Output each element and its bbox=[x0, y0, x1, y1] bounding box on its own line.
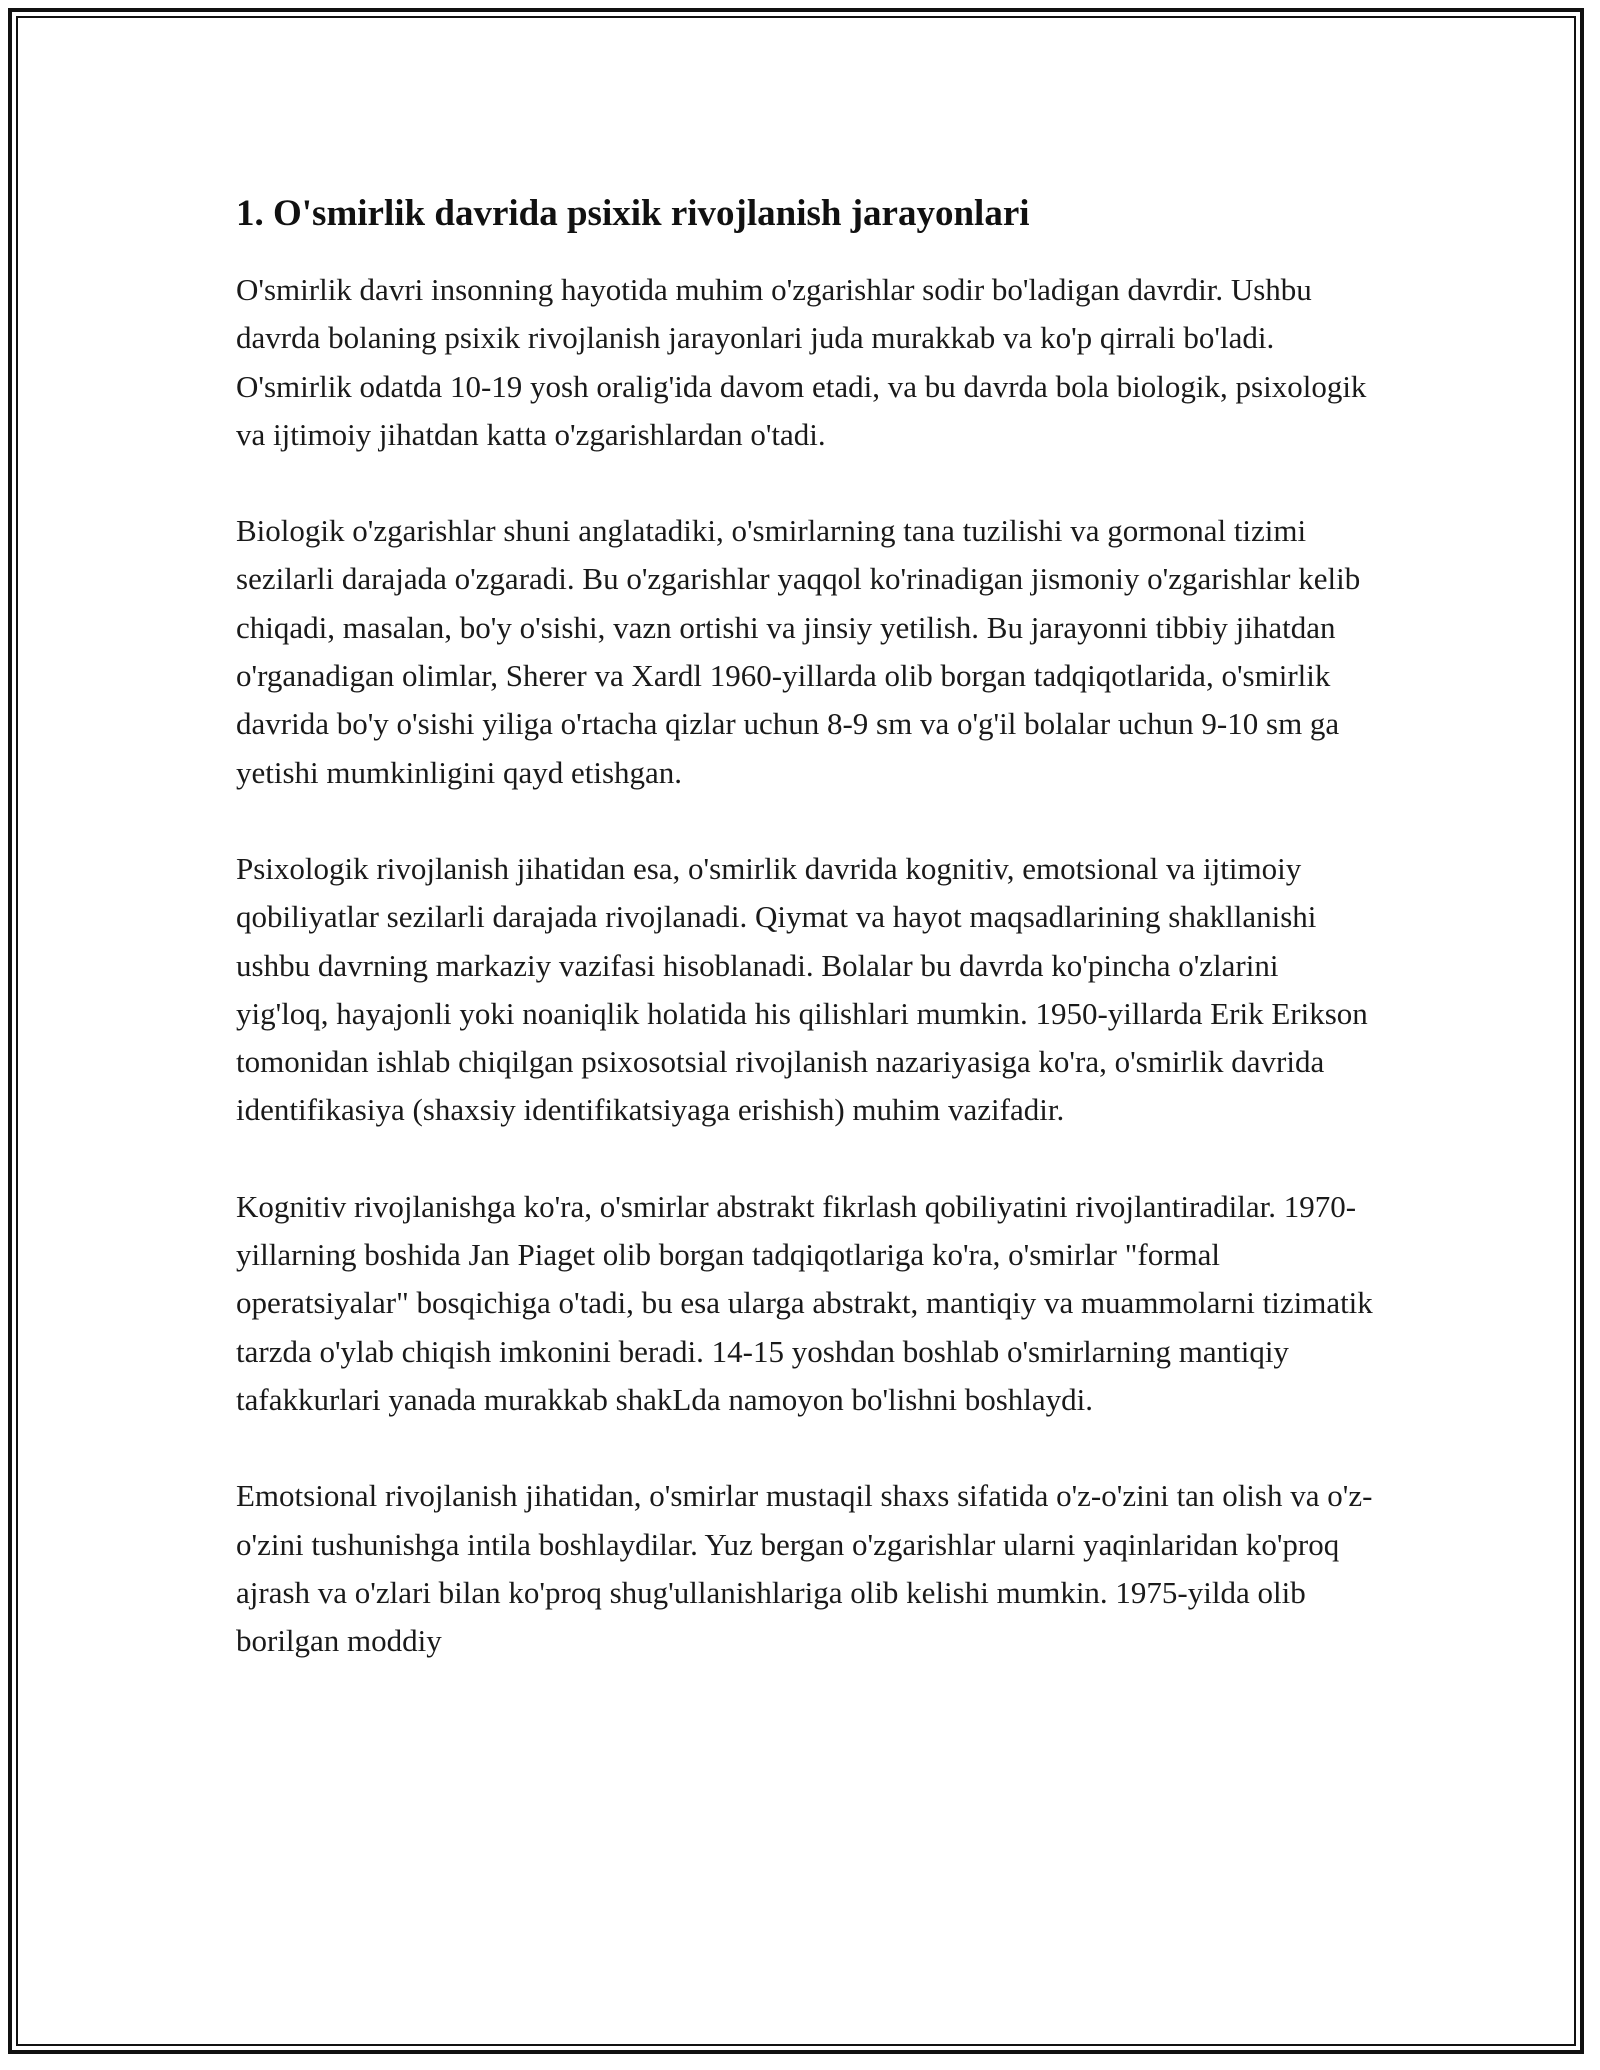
paragraph-intro: O'smirlik davri insonning hayotida muhim o'zgarishlar sodir bo'ladigan davrdir. Ushbu davrda bolaning psixik rivojlanish jarayonlari juda murakkab va ko'p qirrali bo'ladi. O'smirlik odatda 10-19 yosh oralig'ida davom etadi, va bu davrda bola biologik, psixologik va ijtimoiy jihatdan katta o'zgarishlardan o'tadi. bbox=[236, 272, 1367, 452]
paragraph-biological: Biologik o'zgarishlar shuni anglatadiki, o'smirlarning tana tuzilishi va gormonal tizimi sezilarli darajada o'zgaradi. Bu o'zgarishlar yaqqol ko'rinadigan jismoniy o'zgarishlar kelib chiqadi, masalan, bo'y o'sishi, vazn ortishi va jinsiy yetilish. Bu jarayonni tibbiy jihatdan o'rganadigan olimlar, Sherer va Xardl 1960-yillarda olib borgan tadqiqotlarida, o'smirlik davrida bo'y o'sishi yiliga o'rtacha qizlar uchun 8-9 sm va o'g'il bolalar uchun 9-10 sm ga yetishi mumkinligini qayd etishgan. bbox=[236, 513, 1361, 790]
section-title: 1. O'smirlik davrida psixik rivojlanish jarayonlari bbox=[236, 193, 1030, 234]
paragraph-psychological: Psixologik rivojlanish jihatidan esa, o'smirlik davrida kognitiv, emotsional va ijtimoiy qobiliyatlar sezilarli darajada rivojlanadi. Qiymat va hayot maqsadlarining shakllanishi ushbu davrning markaziy vazifasi hisoblanadi. Bolalar bu davrda ko'pincha o'zlarini yig'loq, hayajonli yoki noaniqlik holatida his qilishlari mumkin. 1950-yillarda Erik Erikson tomonidan ishlab chiqilgan psixosotsial rivojlanish nazariyasiga ko'ra, o'smirlik davrida identifikasiya (shaxsiy identifikatsiyaga erishish) muhim vazifadir. bbox=[236, 850, 1368, 1128]
document-body bbox=[236, 188, 1376, 1713]
paragraph-cognitive: Kognitiv rivojlanishga ko'ra, o'smirlar abstrakt fikrlash qobiliyatini rivojlantiradilar. 1970-yillarning boshida Jan Piaget olib borgan tadqiqotlariga ko'ra, o'smirlar "formal operatsiyalar" bosqichiga o'tadi, bu esa ularga abstrakt, mantiqiy va muammolarni tizimatik tarzda o'ylab chiqish imkonini beradi. 14-15 yoshdan boshlab o'smirlarning mantiqiy tafakkurlari yanada murakkab shakLda namoyon bo'lishni boshlaydi. bbox=[236, 1188, 1373, 1417]
paragraph-emotional: Emotsional rivojlanish jihatidan, o'smirlar mustaqil shaxs sifatida o'z-o'zini tan olish va o'z-o'zini tushunishga intila boshlaydilar. Yuz bergan o'zgarishlar ularni yaqinlaridan ko'proq ajrash va o'zlari bilan ko'proq shug'ullanishlariga olib kelishi mumkin. 1975-yilda olib borilgan moddiy bbox=[236, 1478, 1373, 1659]
